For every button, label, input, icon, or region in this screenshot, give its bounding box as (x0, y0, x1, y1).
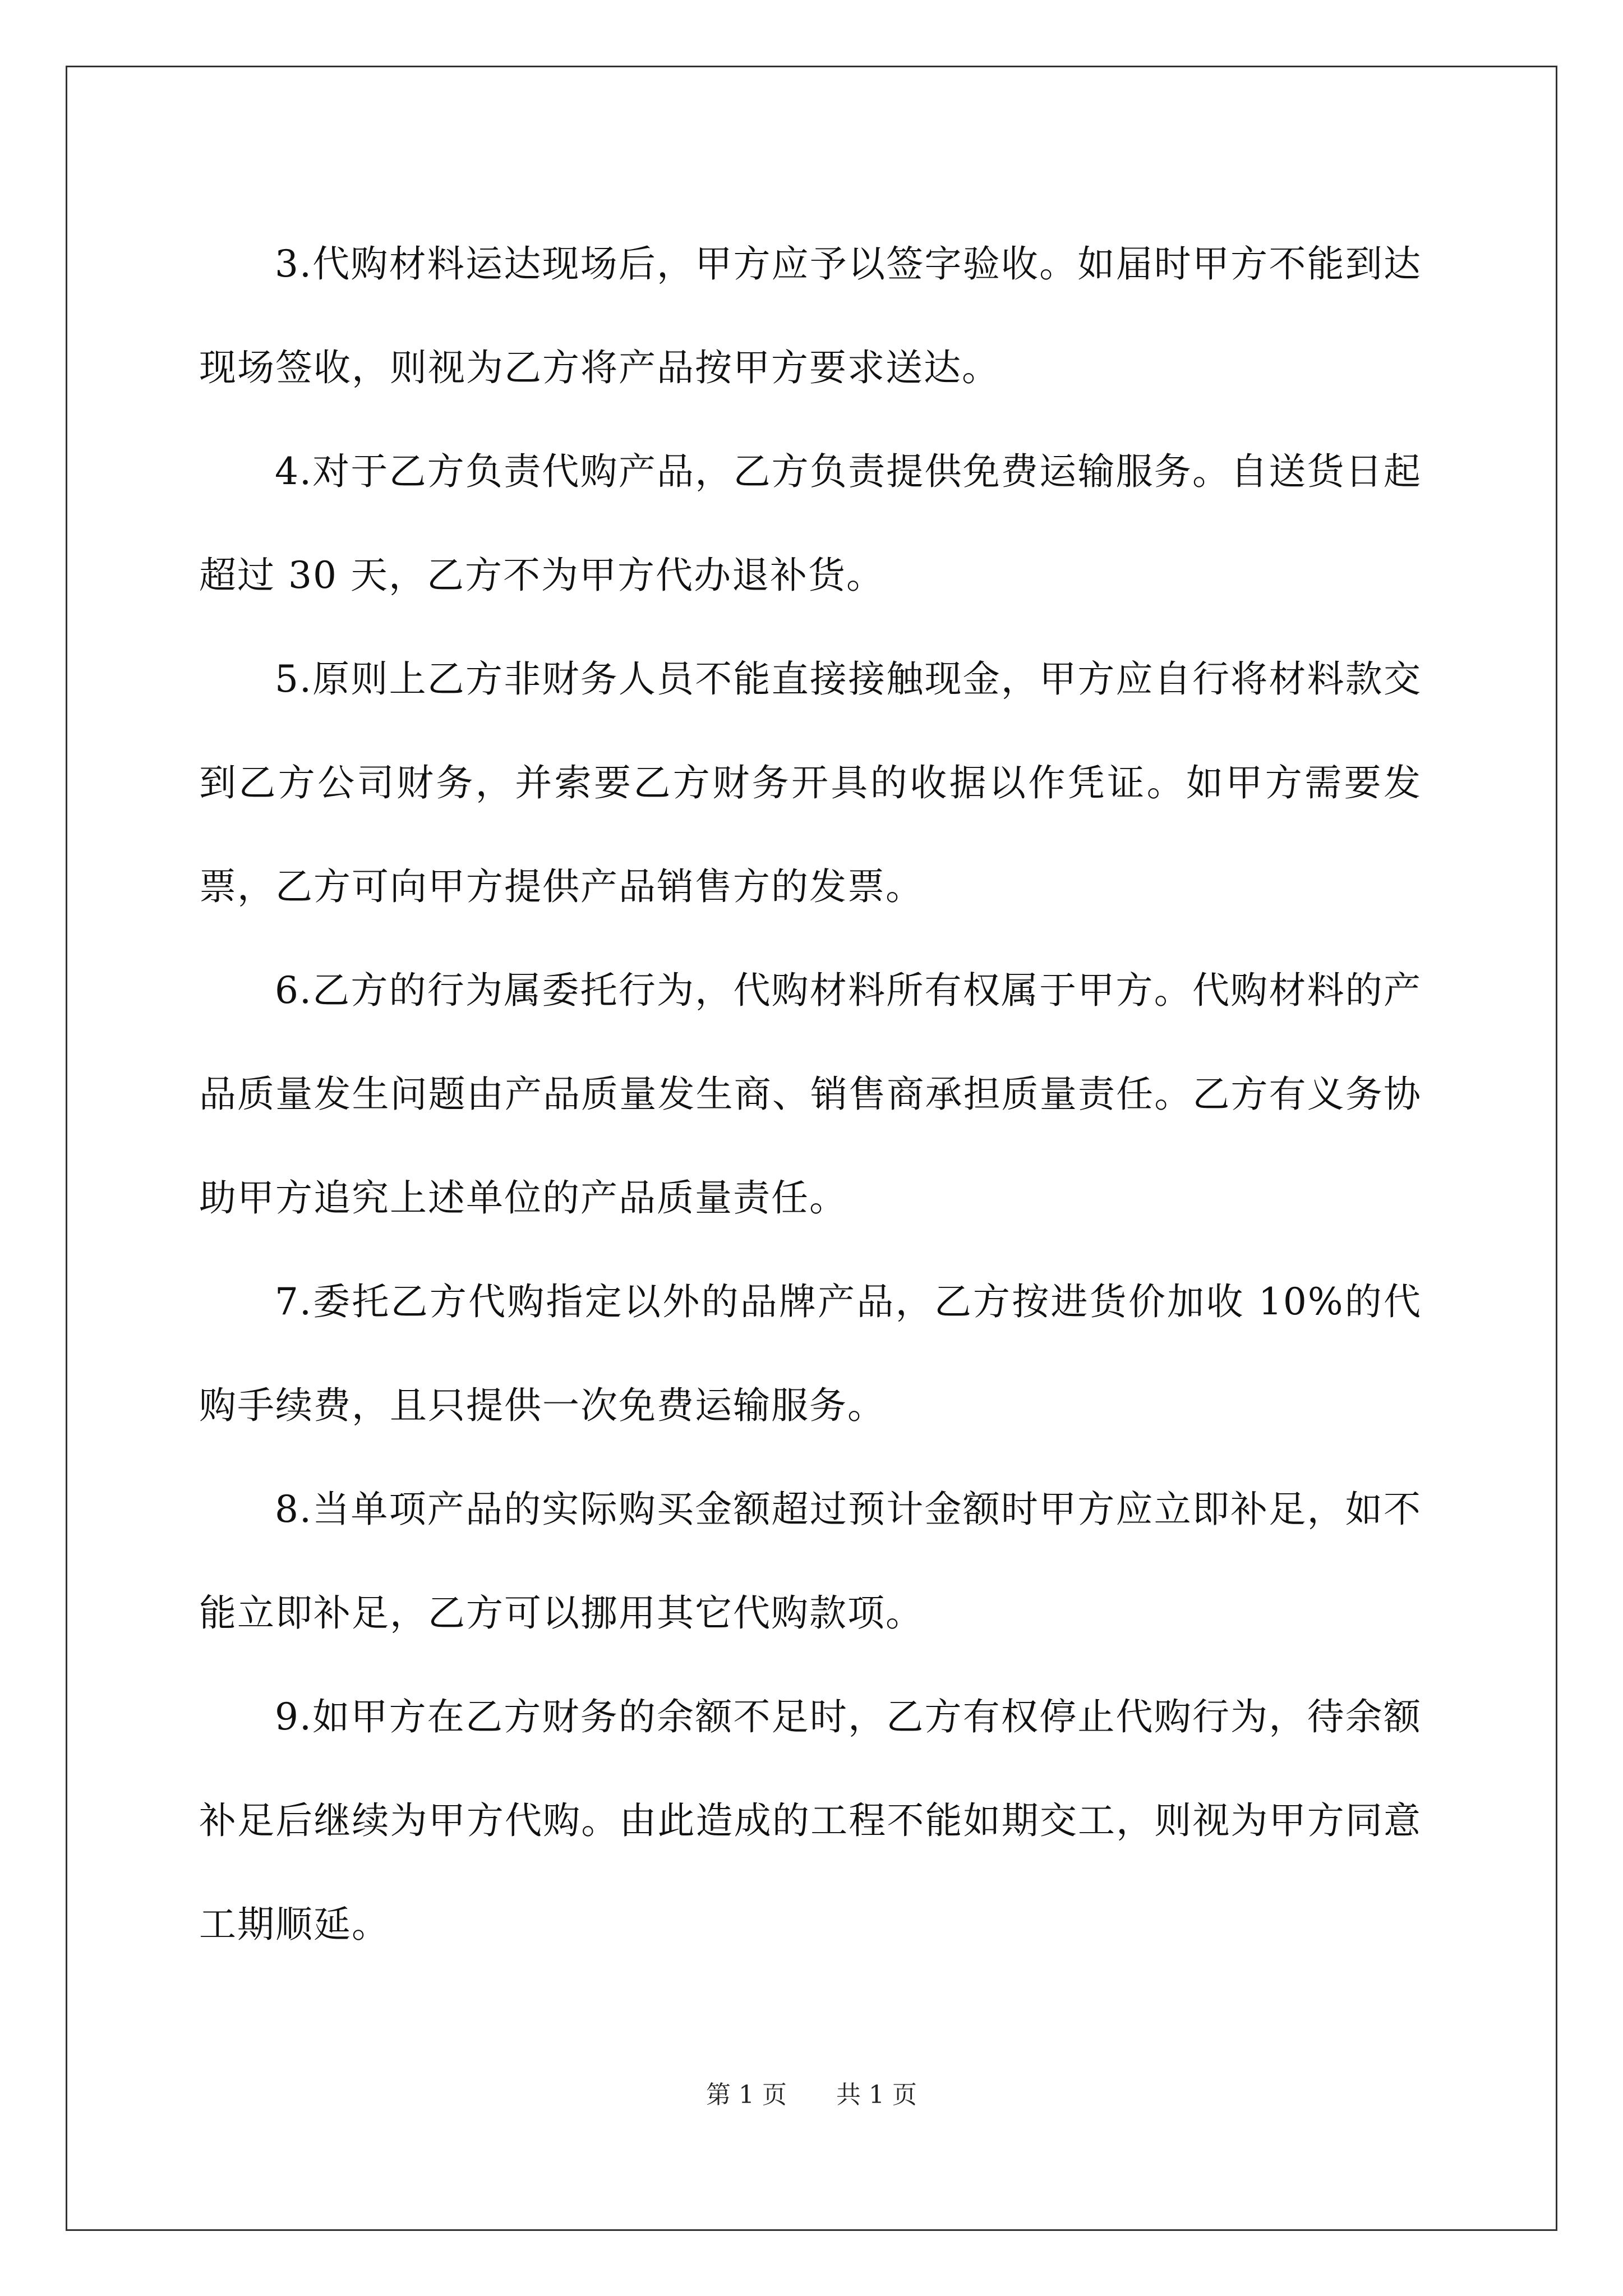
paragraph-clause-5: 5.原则上乙方非财务人员不能直接接触现金，甲方应自行将材料款交到乙方公司财务，并索要乙方财务开具的收据以作凭证。如甲方需要发票，乙方可向甲方提供产品销售方的发票。 (199, 657, 1422, 908)
paragraph-clause-8: 8.当单项产品的实际购买金额超过预计金额时甲方应立即补足，如不能立即补足，乙方可以挪用其它代购款项。 (199, 1488, 1422, 1635)
paragraph-clause-9: 9.如甲方在乙方财务的余额不足时，乙方有权停止代购行为，待余额补足后继续为甲方代购。由此造成的工程不能如期交工，则视为甲方同意工期顺延。 (199, 1695, 1422, 1946)
paragraph-clause-3: 3.代购材料运达现场后，甲方应予以签字验收。如届时甲方不能到达现场签收，则视为乙方将产品按甲方要求送达。 (199, 242, 1422, 389)
paragraph-clause-7: 7.委托乙方代购指定以外的品牌产品，乙方按进货价加收 10%的代购手续费，且只提供一次免费运输服务。 (199, 1280, 1422, 1427)
page-footer (0, 2078, 1623, 2112)
paragraph-clause-6: 6.乙方的行为属委托行为，代购材料所有权属于甲方。代购材料的产品质量发生问题由产品质量发生商、销售商承担质量责任。乙方有义务协助甲方追究上述单位的产品质量责任。 (199, 969, 1422, 1220)
paragraph-clause-4: 4.对于乙方负责代购产品，乙方负责提供免费运输服务。自送货日起超过 30 天，乙方不为甲方代办退补货。 (199, 450, 1422, 597)
page-number: 第 1 页 (706, 2081, 787, 2109)
document-body (199, 212, 1422, 1976)
page-total: 共 1 页 (836, 2081, 917, 2109)
